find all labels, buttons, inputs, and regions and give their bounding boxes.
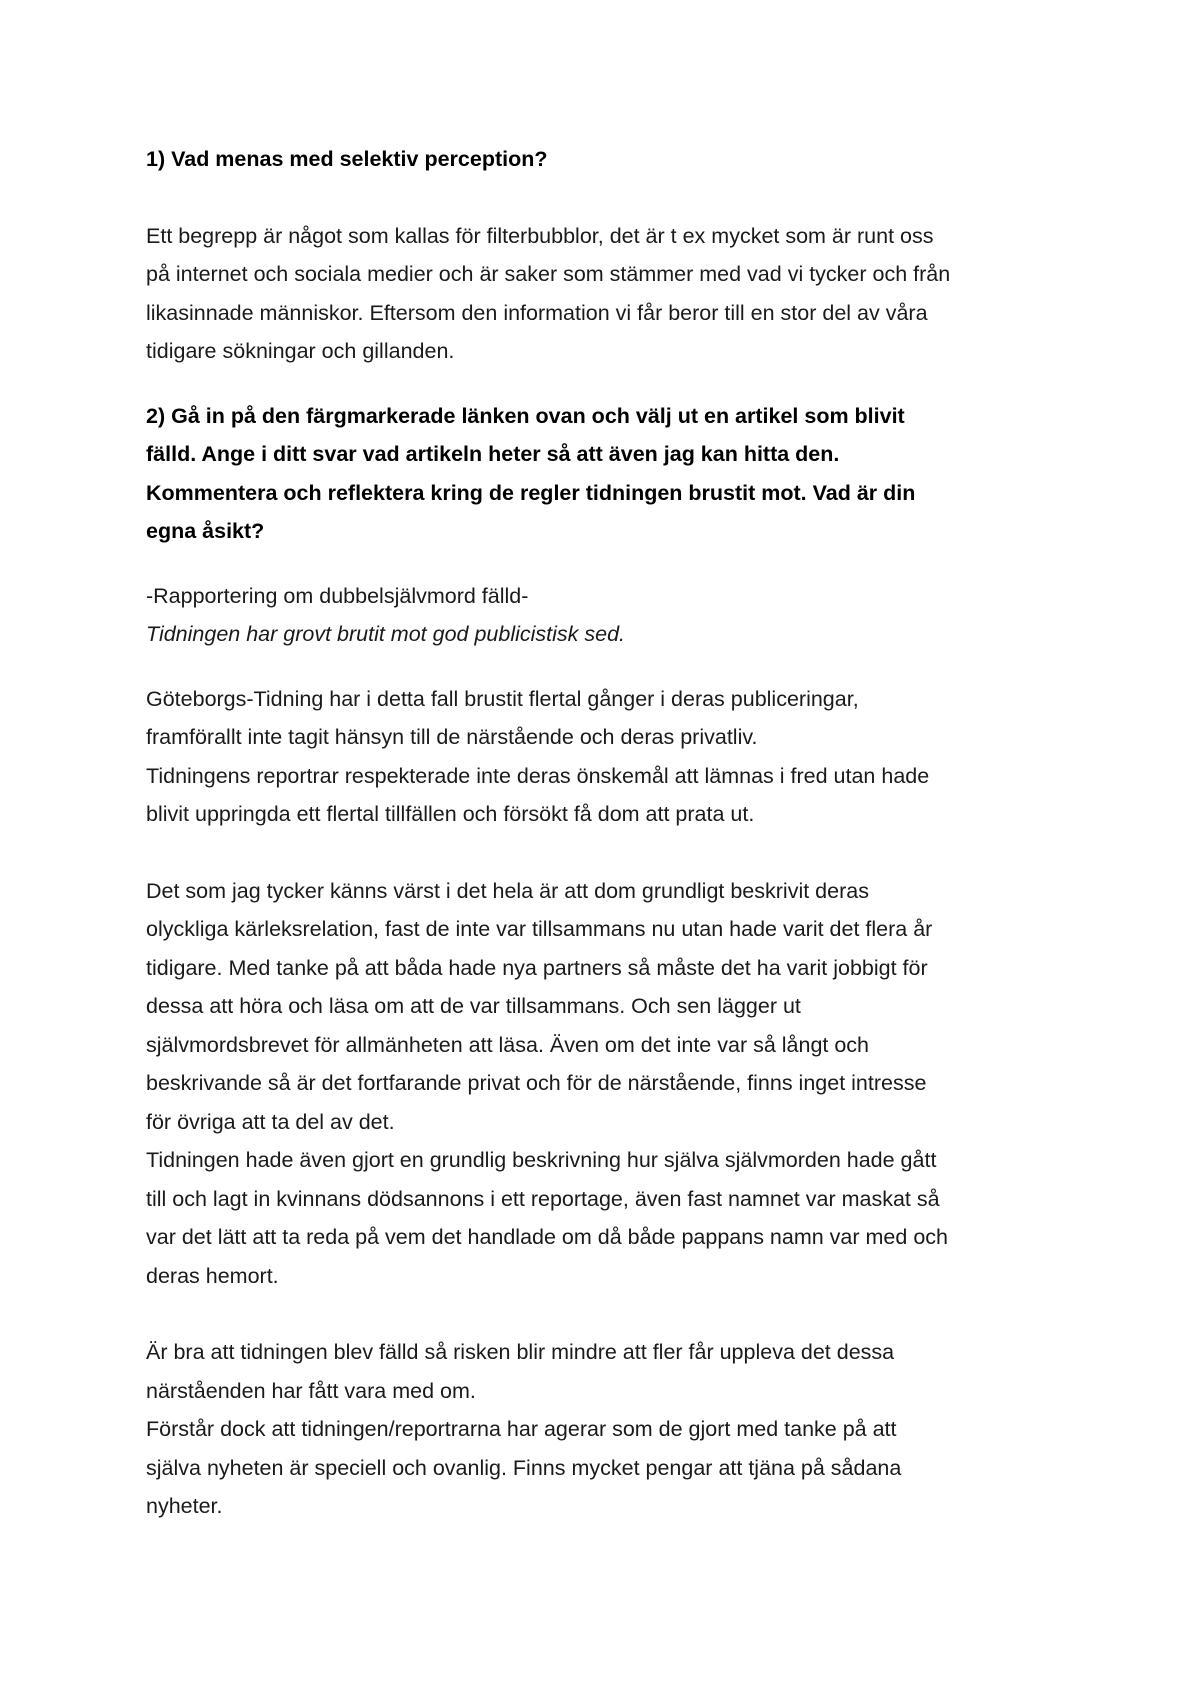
text-line: nyheter. [146,1494,223,1518]
question-1-answer [146,217,1076,371]
text-line: blivit uppringda ett flertal tillfällen och försökt få dom att prata ut. [146,802,755,826]
text-line: själva nyheten är speciell och ovanlig. Finns mycket pengar att tjäna på sådana [146,1455,902,1480]
text-line: tidigare. Med tanke på att båda hade nya partners så måste det ha varit jobbigt för [146,955,928,980]
text-line: Ett begrepp är något som kallas för filterbubblor, det är t ex mycket som är runt oss [146,223,934,248]
text-line: olyckliga kärleksrelation, fast de inte var tillsammans nu utan hade varit det flera år [146,917,933,941]
text-line: Tidningen hade även gjort en grundlig beskrivning hur själva självmorden hade gått [146,1148,937,1172]
article-title [146,577,1076,616]
text-line: Förstår dock att tidningen/reportrarna har agerar som de gjort med tanke på att [146,1417,897,1441]
question-1-heading [146,140,1076,179]
text-line: Tidningen har grovt brutit mot god publicistisk sed. [146,622,626,646]
text-line: Göteborgs-Tidning har i detta fall brustit flertal gånger i deras publiceringar, [146,686,859,711]
paragraph-2 [146,872,1076,1296]
article-subtitle [146,615,1076,654]
text-line: på internet och sociala medier och är saker som stämmer med vad vi tycker och från [146,262,951,286]
text-line: -Rapportering om dubbelsjälvmord fälld- [146,583,529,608]
document-page [146,140,1076,1526]
text-line: tidigare sökningar och gillanden. [146,339,455,363]
paragraph-1 [146,680,1076,834]
text-line: beskrivande så är det fortfarande privat och för de närstående, finns inget intresse [146,1071,927,1095]
text-line: Det som jag tycker känns värst i det hela är att dom grundligt beskrivit deras [146,878,869,903]
text-line: likasinnade människor. Eftersom den information vi får beror till en stor del av våra [146,300,928,325]
text-line: för övriga att ta del av det. [146,1109,395,1134]
text-line: självmordsbrevet för allmänheten att läsa. Även om det inte var så långt och [146,1032,870,1057]
text-line: egna åsikt? [146,519,265,543]
question-2-heading [146,397,1076,551]
text-line: närståenden har fått vara med om. [146,1378,476,1403]
text-line: Är bra att tidningen blev fälld så risken blir mindre att fler får uppleva det dessa [146,1340,895,1364]
text-line: dessa att höra och läsa om att de var tillsammans. Och sen lägger ut [146,994,801,1018]
text-line: Tidningens reportrar respekterade inte deras önskemål att lämnas i fred utan hade [146,763,930,788]
text-line: var det lätt att ta reda på vem det handlade om då både pappans namn var med och [146,1225,948,1249]
paragraph-3 [146,1333,1076,1526]
text-line: fälld. Ange i ditt svar vad artikeln heter så att även jag kan hitta den. [146,442,840,466]
text-line: deras hemort. [146,1263,279,1288]
text-line: 1) Vad menas med selektiv perception? [146,147,548,171]
text-line: framförallt inte tagit hänsyn till de närstående och deras privatliv. [146,725,758,749]
text-line: Kommentera och reflektera kring de regler tidningen brustit mot. Vad är din [146,480,916,505]
text-line: till och lagt in kvinnans dödsannons i ett reportage, även fast namnet var maskat så [146,1186,940,1211]
text-line: 2) Gå in på den färgmarkerade länken ovan och välj ut en artikel som blivit [146,403,905,428]
